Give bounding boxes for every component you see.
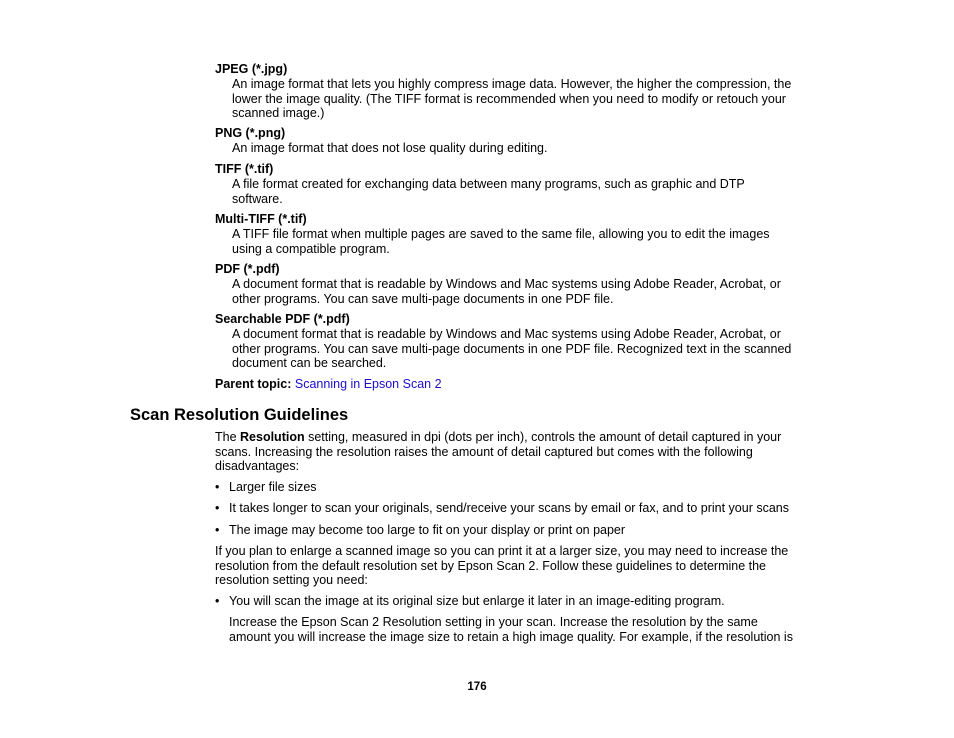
desc-line: software. [232, 191, 283, 206]
page-number: 176 [467, 681, 487, 693]
enlarge-line: resolution from the default resolution set by Epson Scan 2. Follow these guidelines to determine the [215, 558, 767, 573]
intro-paragraph [215, 430, 835, 474]
format-desc-multi-tiff [232, 227, 832, 256]
intro-line-2: scans. Increasing the resolution raises the amount of detail captured but comes with the following [215, 444, 753, 459]
format-term-pdf: PDF (*.pdf) [215, 262, 280, 276]
desc-line: An image format that lets you highly compress image data. However, the higher the compression, the [232, 77, 792, 91]
enlarge-line: resolution setting you need: [215, 573, 368, 587]
bullet-icon: • [215, 523, 220, 537]
bullet-text: It takes longer to scan your originals, send/receive your scans by email or fax, and to print your scans [229, 501, 789, 515]
format-term-tiff: TIFF (*.tif) [215, 162, 274, 176]
list-item [215, 523, 625, 538]
intro-line-3: disadvantages: [215, 459, 300, 473]
enlarge-line: If you plan to enlarge a scanned image so you can print it at a larger size, you may need to increase the [215, 544, 789, 558]
format-term-png: PNG (*.png) [215, 126, 286, 140]
detail-line: amount you will increase the image size to retain a high image quality. For example, if the resolution is [229, 629, 793, 644]
format-desc-pdf [232, 277, 832, 306]
guideline-detail [229, 615, 839, 644]
text: The [215, 430, 241, 444]
parent-topic-link[interactable]: Scanning in Epson Scan 2 [294, 377, 442, 391]
parent-topic [215, 377, 442, 392]
detail-line: Increase the Epson Scan 2 Resolution setting in your scan. Increase the resolution by the same [229, 615, 758, 629]
desc-line: using a compatible program. [232, 241, 390, 256]
desc-line: document can be searched. [232, 356, 387, 370]
intro-line-1 [215, 430, 835, 445]
desc-line: other programs. You can save multi-page documents in one PDF file. Recognized text in the scanned [232, 341, 792, 356]
format-term-multi-tiff: Multi-TIFF (*.tif) [215, 212, 307, 226]
format-term-searchable-pdf: Searchable PDF (*.pdf) [215, 312, 350, 326]
section-heading: Scan Resolution Guidelines [130, 406, 349, 424]
bullet-text: The image may become too large to fit on your display or print on paper [229, 523, 626, 537]
desc-line: A TIFF file format when multiple pages are saved to the same file, allowing you to edit the images [232, 227, 770, 241]
desc-line: A document format that is readable by Windows and Mac systems using Adobe Reader, Acrobat, or [232, 327, 781, 341]
bullet-text: You will scan the image at its original size but enlarge it later in an image-editing program. [229, 594, 725, 608]
list-item [215, 594, 725, 609]
resolution-term: Resolution [240, 430, 305, 444]
desc-line: lower the image quality. (The TIFF format is recommended when you need to modify or retouch your [232, 91, 786, 106]
desc-line: A document format that is readable by Windows and Mac systems using Adobe Reader, Acrobat, or [232, 277, 781, 291]
bullet-icon: • [215, 480, 220, 494]
format-term-jpeg: JPEG (*.jpg) [215, 62, 288, 76]
enlarge-paragraph [215, 544, 835, 588]
bullet-text: Larger file sizes [229, 480, 317, 494]
bullet-icon: • [215, 501, 220, 515]
desc-line: scanned image.) [232, 106, 325, 120]
format-desc-searchable-pdf [232, 327, 832, 371]
text: setting, measured in dpi (dots per inch), controls the amount of detail captured in your [304, 430, 782, 444]
bullet-icon: • [215, 594, 220, 608]
desc-line: An image format that does not lose quality during editing. [232, 141, 548, 155]
list-item [215, 480, 317, 495]
list-item [215, 501, 789, 516]
format-desc-png [232, 141, 832, 156]
format-desc-jpeg [232, 77, 832, 121]
parent-topic-label: Parent topic: [215, 377, 292, 391]
format-desc-tiff [232, 177, 832, 206]
desc-line: other programs. You can save multi-page documents in one PDF file. [232, 291, 614, 306]
desc-line: A file format created for exchanging data between many programs, such as graphic and DTP [232, 177, 745, 191]
